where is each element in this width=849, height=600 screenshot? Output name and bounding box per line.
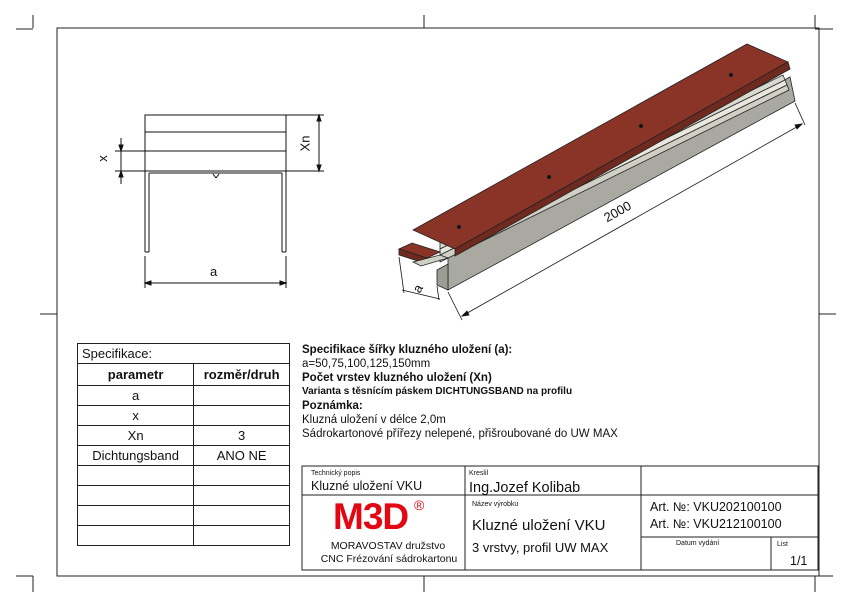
spec-value — [194, 506, 290, 526]
spec-param: a — [78, 386, 194, 406]
spec-value — [194, 486, 290, 506]
table-row — [78, 486, 290, 506]
spec-value — [194, 526, 290, 546]
sheet-number: 1/1 — [790, 554, 808, 568]
table-row — [78, 386, 290, 406]
spec-param — [78, 506, 194, 526]
product-subtitle: 3 vrstvy, profil UW MAX — [472, 540, 609, 555]
product-label: Název výrobku — [472, 501, 519, 508]
company-subtitle: CNC Frézování sádrokartonu — [320, 553, 458, 565]
spec-param: Dichtungsband — [78, 446, 194, 466]
article-number-2: Art. №: VKU212100100 — [650, 517, 782, 531]
note-variant: Varianta s těsnícím páskem DICHTUNGSBAND na profilu — [302, 386, 573, 397]
tech-desc-label: Technický popis — [311, 470, 361, 477]
logo-registered-mark: ® — [414, 497, 425, 513]
table-row — [78, 506, 290, 526]
dim-a-iso-label: a — [409, 281, 426, 296]
spec-caption: Specifikace: — [78, 344, 290, 364]
specification-table — [77, 343, 290, 546]
spec-value: 3 — [194, 426, 290, 446]
spec-param — [78, 466, 194, 486]
issue-date-label: Datum vydání — [676, 540, 720, 547]
front-view — [115, 115, 324, 288]
article-number-1: Art. №: VKU202100100 — [650, 500, 782, 514]
dim-a-front-label: a — [210, 264, 218, 279]
note-layers-heading: Počet vrstev kluzného uložení (Xn) — [302, 372, 492, 384]
dim-x-label: x — [94, 155, 110, 162]
table-row — [78, 446, 290, 466]
table-row — [78, 526, 290, 546]
spec-param — [78, 486, 194, 506]
spec-param — [78, 526, 194, 546]
spec-param: x — [78, 406, 194, 426]
note-remark-heading: Poznámka: — [302, 400, 363, 412]
note-width-heading: Specifikace šířky kluzného uložení (a): — [302, 344, 513, 356]
sheet-label: List — [777, 541, 788, 548]
specification-notes — [302, 343, 618, 441]
tech-desc: Kluzné uložení VKU — [311, 479, 423, 493]
spec-value — [194, 406, 290, 426]
spec-value — [194, 466, 290, 486]
spec-value: ANO NE — [194, 446, 290, 466]
table-row — [78, 406, 290, 426]
spec-value — [194, 386, 290, 406]
spec-header-rozmer: rozměr/druh — [194, 364, 290, 386]
table-row — [78, 466, 290, 486]
note-length: Kluzná uložení v délce 2,0m — [302, 414, 446, 426]
note-width-values: a=50,75,100,125,150mm — [302, 358, 431, 370]
drawn-by: Ing.Jozef Kolibab — [469, 480, 581, 496]
spec-param: Xn — [78, 426, 194, 446]
drawn-by-label: Kreslil — [469, 470, 489, 477]
table-row — [78, 426, 290, 446]
dim-length-label: 2000 — [601, 197, 634, 226]
isometric-view — [399, 44, 795, 290]
spec-header-parametr: parametr — [78, 364, 194, 386]
note-boards: Sádrokartonové přířezy nelepené, přišroubované do UW MAX — [302, 428, 618, 440]
company-logo: M3D — [333, 496, 409, 537]
company-name: MORAVOSTAV družstvo — [330, 540, 446, 552]
dim-xn-label: Xn — [297, 135, 313, 152]
product-name: Kluzné uložení VKU — [472, 517, 606, 534]
